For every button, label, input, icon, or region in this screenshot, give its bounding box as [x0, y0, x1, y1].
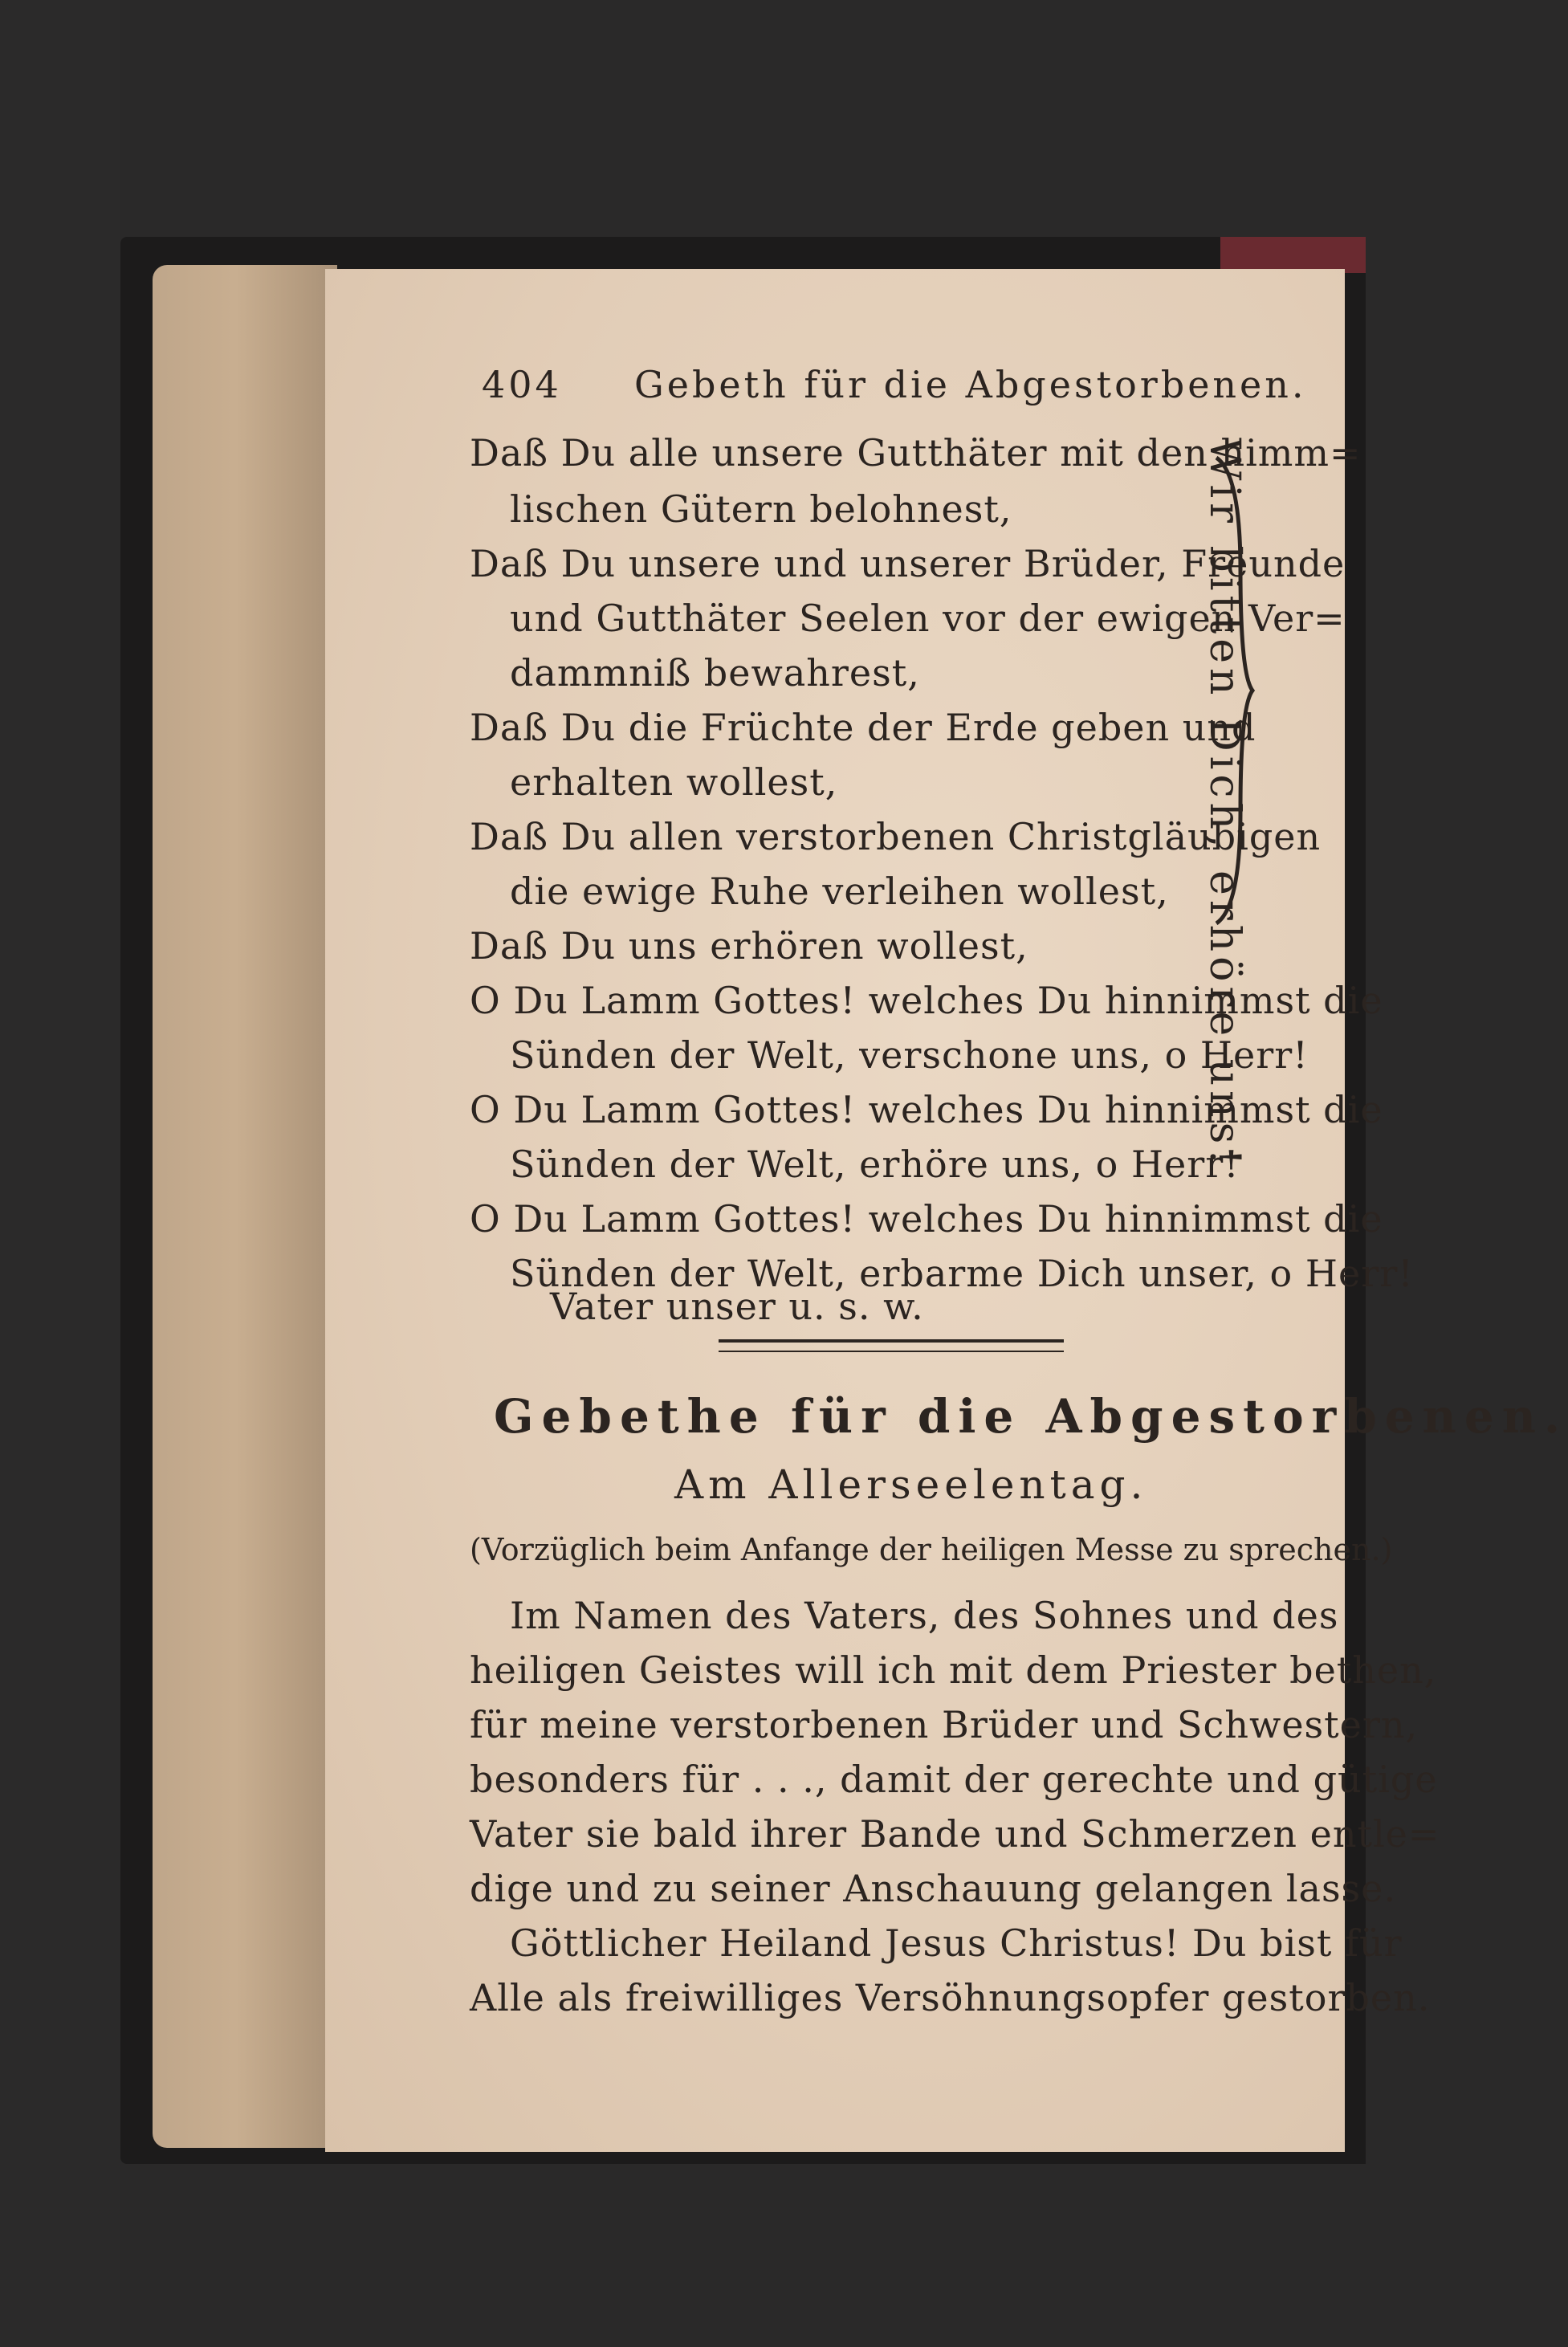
litany-line: O Du Lamm Gottes! welches Du hinnimmst die: [470, 979, 1383, 1022]
body-line: Göttlicher Heiland Jesus Christus! Du bist für: [510, 1921, 1403, 1965]
background-left: [0, 0, 120, 2347]
page-number: 404: [482, 363, 562, 406]
litany-line: dammniß bewahrest,: [510, 651, 920, 695]
section-subtitle: Am Allerseelentag.: [674, 1461, 1148, 1508]
litany-line: die ewige Ruhe verleihen wollest,: [510, 870, 1169, 913]
cover-edge-red: [1220, 237, 1366, 273]
litany-line: Daß Du uns erhören wollest,: [470, 924, 1028, 968]
litany-line: Vater unser u. s. w.: [550, 1285, 924, 1328]
litany-line: Daß Du allen verstorbenen Christgläubigen: [470, 815, 1322, 858]
body-line: für meine verstorbenen Brüder und Schwestern,: [470, 1703, 1419, 1746]
body-line: dige und zu seiner Anschauung gelangen lasse.: [470, 1867, 1397, 1910]
litany-line: Daß Du alle unsere Gutthäter mit den himm=: [470, 431, 1362, 475]
body-line: besonders für . . ., damit der gerechte und gütige: [470, 1758, 1438, 1801]
section-note: (Vorzüglich beim Anfange der heiligen Messe zu sprechen.): [470, 1532, 1393, 1567]
litany-line: Daß Du die Früchte der Erde geben und: [470, 706, 1256, 749]
litany-line: lischen Gütern belohnest,: [510, 487, 1012, 531]
divider-rule: [719, 1339, 1064, 1343]
litany-line: Sünden der Welt, erbarme Dich unser, o Herr!: [510, 1252, 1414, 1295]
side-response: Wir bitten Dich, erhöre uns!: [1200, 438, 1248, 1171]
litany-line: O Du Lamm Gottes! welches Du hinnimmst die: [470, 1088, 1383, 1131]
body-line: heiligen Geistes will ich mit dem Priester bethen,: [470, 1648, 1437, 1692]
section-title: Gebethe für die Abgestorbenen.: [494, 1389, 1568, 1444]
body-line: Vater sie bald ihrer Bande und Schmerzen entle=: [470, 1812, 1440, 1856]
page-edges: [153, 265, 337, 2148]
litany-line: Sünden der Welt, erhöre uns, o Herr!: [510, 1143, 1240, 1186]
litany-line: O Du Lamm Gottes! welches Du hinnimmst die: [470, 1197, 1383, 1241]
litany-line: und Gutthäter Seelen vor der ewigen Ver=: [510, 597, 1346, 640]
divider-rule-thin: [719, 1351, 1064, 1352]
litany-line: Daß Du unsere und unserer Brüder, Freunde: [470, 542, 1346, 585]
litany-line: Sünden der Welt, verschone uns, o Herr!: [510, 1033, 1309, 1077]
running-title: Gebeth für die Abgestorbenen.: [634, 363, 1307, 406]
body-line: Im Namen des Vaters, des Sohnes und des: [510, 1594, 1339, 1637]
body-line: Alle als freiwilliges Versöhnungsopfer gestorben.: [470, 1976, 1431, 2019]
litany-line: erhalten wollest,: [510, 760, 838, 804]
